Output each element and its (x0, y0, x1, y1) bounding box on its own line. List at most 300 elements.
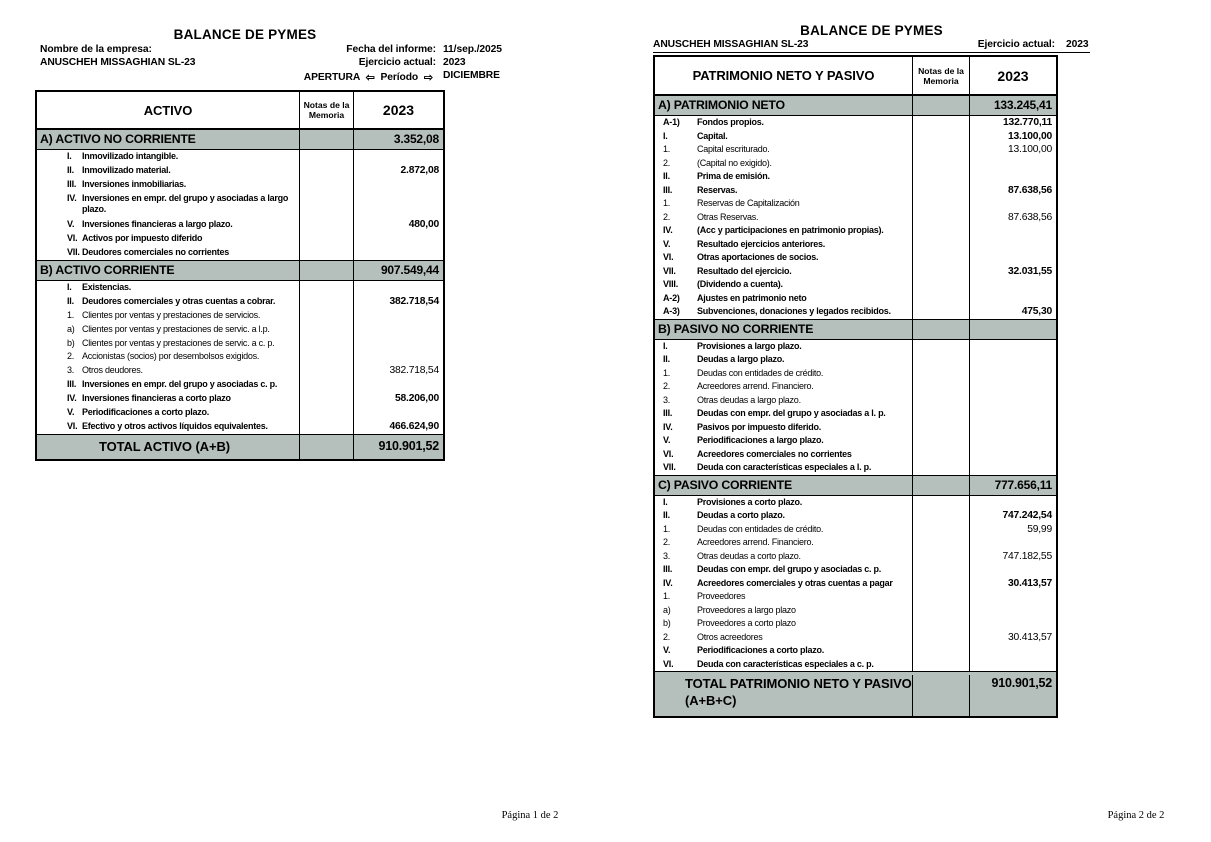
value-cell: 13.100,00 (1007, 144, 1052, 155)
notes-cell (299, 246, 354, 260)
arrow-left-icon: ⇦ (365, 71, 375, 84)
value-cell (970, 320, 1056, 339)
notes-cell (912, 421, 970, 435)
value-cell (970, 496, 1056, 510)
value-cell (354, 337, 443, 351)
value-cell (970, 394, 1056, 408)
row-label: Inversiones financieras a corto plazo (82, 393, 231, 404)
notes-cell (299, 392, 354, 406)
value-cell: 32.031,55 (1007, 265, 1052, 277)
report-date-label: Fecha del informe: (346, 44, 436, 55)
row-label: Deudas con empr. del grupo y asociadas c. p. (697, 564, 882, 574)
row-number: I. (67, 151, 72, 161)
item-row (655, 644, 1056, 658)
row-label: Periodificaciones a corto plazo. (82, 406, 210, 417)
row-label: Subvenciones, donaciones y legados recibidos. (697, 306, 891, 316)
value-cell (970, 604, 1056, 618)
item-row (655, 461, 1056, 475)
notes-cell (299, 232, 354, 246)
value-cell (354, 232, 443, 246)
row-label: Deudores comerciales y otras cuentas a cobrar. (82, 295, 276, 306)
value-cell: 466.624,90 (389, 420, 439, 432)
notes-cell (912, 448, 970, 462)
item-row (37, 246, 443, 260)
item-row (655, 658, 1056, 672)
value-cell (970, 157, 1056, 171)
item-row (655, 590, 1056, 604)
row-label: Deuda con características especiales a l. p. (697, 462, 872, 472)
row-label: Clientes por ventas y prestaciones de servic. a c. p. (82, 337, 275, 348)
notes-cell (912, 523, 970, 537)
notes-cell (912, 658, 970, 672)
notes-cell (912, 476, 970, 495)
row-number: V. (663, 238, 671, 249)
value-cell (970, 658, 1056, 672)
row-label: Acreedores arrend. Financiero. (697, 381, 814, 391)
notes-cell (912, 407, 970, 421)
notes-cell (912, 394, 970, 408)
notes-cell (912, 197, 970, 211)
row-label: Deudas a corto plazo. (697, 510, 785, 520)
item-row (655, 536, 1056, 550)
item-row (655, 238, 1056, 252)
value-cell: 87.638,56 (1007, 184, 1052, 196)
item-row (37, 420, 443, 434)
notes-cell (912, 367, 970, 381)
item-row (37, 378, 443, 392)
notes-cell (299, 435, 354, 459)
column-header-notes: Notas de la Memoria (299, 92, 354, 128)
notes-cell (912, 224, 970, 238)
item-row (655, 550, 1056, 564)
item-row (37, 323, 443, 337)
total-row (655, 671, 1056, 716)
item-row (655, 523, 1056, 537)
row-label: Provisiones a largo plazo. (697, 340, 802, 351)
row-number: V. (663, 435, 671, 445)
value-cell (354, 150, 443, 164)
notes-cell (912, 292, 970, 306)
value-cell (354, 246, 443, 260)
row-label: Otras deudas a largo plazo. (697, 394, 801, 405)
row-label: (Capital no exigido). (697, 157, 772, 168)
row-label: Pasivos por impuesto diferido. (697, 421, 822, 432)
item-row (37, 192, 443, 219)
row-number: III. (663, 408, 673, 418)
row-number: III. (663, 184, 673, 195)
row-label: Otras aportaciones de socios. (697, 252, 819, 262)
value-cell: 30.413,57 (1007, 631, 1052, 643)
notes-cell (912, 536, 970, 550)
notes-cell (912, 340, 970, 354)
row-number: 1. (663, 591, 671, 601)
item-row (655, 278, 1056, 292)
row-number: 2. (67, 351, 75, 362)
value-cell: 777.656,11 (994, 477, 1052, 492)
notes-cell (912, 305, 970, 319)
row-number: IV. (663, 225, 673, 235)
row-number: a) (67, 323, 75, 334)
row-number: IV. (67, 393, 77, 404)
row-number: V. (67, 219, 75, 230)
item-row (655, 577, 1056, 591)
notes-cell (912, 675, 970, 716)
value-cell (970, 170, 1056, 184)
notes-cell (299, 178, 354, 192)
row-label: Acreedores arrend. Financiero. (697, 537, 814, 547)
value-cell (970, 251, 1056, 265)
value-cell (970, 407, 1056, 421)
item-row (37, 350, 443, 364)
notes-cell (912, 143, 970, 157)
value-cell: 58.206,00 (394, 393, 439, 405)
row-label: (Acc y participaciones en patrimonio propias). (697, 225, 884, 235)
value-cell: 3.352,08 (393, 132, 439, 146)
row-number: VI. (663, 658, 674, 669)
row-label: TOTAL ACTIVO (A+B) (99, 438, 230, 454)
row-label: Deudas con entidades de crédito. (697, 367, 824, 378)
patrimonio-pasivo-table (653, 55, 1058, 718)
period-start: APERTURA (303, 72, 360, 83)
notes-cell (912, 320, 970, 339)
row-label: Deudas a largo plazo. (697, 354, 785, 364)
value-cell (970, 380, 1056, 394)
notes-cell (912, 380, 970, 394)
item-row (655, 394, 1056, 408)
row-label: Inmovilizado material. (82, 164, 171, 175)
item-row (655, 563, 1056, 577)
row-number: IV. (67, 192, 77, 203)
row-label: Deudores comerciales no corrientes (82, 247, 230, 258)
page-title: BALANCE DE PYMES (800, 23, 943, 38)
value-cell (354, 192, 443, 219)
value-cell (354, 350, 443, 364)
row-number: A-2) (663, 292, 680, 303)
notes-cell (912, 434, 970, 448)
notes-cell (299, 150, 354, 164)
value-cell: 910.901,52 (991, 676, 1052, 690)
value-cell: 2.872,08 (400, 164, 439, 176)
item-row (655, 265, 1056, 279)
row-number: I. (67, 281, 72, 292)
row-label: Clientes por ventas y prestaciones de servic. a l.p. (82, 323, 270, 334)
section-row (37, 260, 443, 281)
value-cell: 475,30 (1021, 306, 1052, 317)
row-number: IV. (663, 577, 673, 588)
company-name: ANUSCHEH MISSAGHIAN SL-23 (653, 39, 809, 50)
row-number: 1. (663, 523, 671, 534)
period-end: DICIEMBRE (443, 70, 500, 81)
item-row (655, 211, 1056, 225)
row-label: Clientes por ventas y prestaciones de servicios. (82, 309, 261, 320)
row-number: 3. (67, 365, 75, 376)
item-row (655, 251, 1056, 265)
value-cell: 910.901,52 (378, 438, 439, 453)
section-row (37, 129, 443, 150)
notes-cell (299, 323, 354, 337)
row-label: Reservas. (697, 184, 738, 195)
activo-table (35, 90, 445, 461)
row-number: VI. (67, 420, 78, 431)
row-number: 2. (663, 381, 671, 391)
row-label: Acreedores comerciales y otras cuentas a pagar (697, 577, 893, 588)
notes-cell (299, 164, 354, 178)
value-cell: 382.718,54 (389, 365, 439, 377)
row-number: 2. (663, 211, 671, 222)
value-cell (970, 278, 1056, 292)
value-cell (354, 323, 443, 337)
arrow-right-icon: ⇨ (423, 71, 433, 84)
value-cell (970, 448, 1056, 462)
row-number: V. (67, 406, 75, 417)
notes-cell (912, 170, 970, 184)
row-number: 3. (663, 394, 671, 405)
header-underline (653, 52, 1090, 53)
value-cell (354, 178, 443, 192)
notes-cell (299, 281, 354, 295)
row-label: Provisiones a corto plazo. (697, 496, 803, 507)
row-label: Prima de emisión. (697, 171, 770, 181)
notes-cell (912, 604, 970, 618)
total-row (37, 434, 443, 459)
row-number: 2. (663, 631, 671, 642)
table-header-row (37, 92, 443, 129)
row-label: Activos por impuesto diferido (82, 233, 203, 244)
row-number: b) (67, 337, 75, 348)
row-number: IV. (663, 421, 673, 432)
value-cell: 747.182,55 (1002, 550, 1052, 562)
item-row (655, 434, 1056, 448)
page-footer: Página 1 de 2 (501, 810, 559, 821)
item-row (37, 150, 443, 164)
row-label: Proveedores a largo plazo (697, 604, 796, 615)
row-number: b) (663, 618, 671, 628)
row-number: 1. (67, 309, 75, 320)
row-label: Deudas con empr. del grupo y asociadas a l. p. (697, 408, 886, 418)
value-cell (970, 238, 1056, 252)
row-label: Inversiones inmobiliarias. (82, 178, 187, 189)
notes-cell (912, 590, 970, 604)
notes-cell (912, 577, 970, 591)
row-label: Resultado ejercicios anteriores. (697, 238, 826, 249)
column-header-year: 2023 (997, 67, 1029, 84)
row-number: A-1) (663, 117, 680, 127)
row-number: I. (663, 340, 668, 351)
item-row (655, 224, 1056, 238)
row-number: A-3) (663, 306, 680, 316)
item-row (655, 143, 1056, 157)
row-label: Otros acreedores (697, 631, 763, 642)
row-label: A) PATRIMONIO NETO (658, 98, 785, 112)
row-label: Periodificaciones a corto plazo. (697, 645, 825, 655)
notes-cell (912, 184, 970, 198)
section-row (655, 95, 1056, 116)
value-cell (970, 461, 1056, 475)
row-number: II. (67, 295, 74, 306)
item-row (37, 178, 443, 192)
row-label: Inversiones en empr. del grupo y asociadas c. p. (82, 379, 278, 390)
row-label: Inmovilizado intangible. (82, 151, 179, 161)
row-label: Inversiones financieras a largo plazo. (82, 219, 233, 230)
value-cell: 382.718,54 (389, 295, 439, 307)
notes-cell (912, 157, 970, 171)
row-label: B) PASIVO NO CORRIENTE (658, 321, 814, 336)
notes-cell (912, 130, 970, 144)
fiscal-year-label: Ejercicio actual: (977, 39, 1055, 50)
row-label: Periodificaciones a largo plazo. (697, 435, 824, 445)
item-row (655, 157, 1056, 171)
notes-cell (912, 509, 970, 523)
row-label: Reservas de Capitalización (697, 198, 800, 208)
value-cell (970, 197, 1056, 211)
item-row (37, 309, 443, 323)
notes-cell (912, 238, 970, 252)
value-cell: 59,99 (1027, 523, 1052, 535)
value-cell (970, 563, 1056, 577)
row-number: I. (663, 496, 668, 507)
item-row (655, 421, 1056, 435)
row-label: B) ACTIVO CORRIENTE (40, 262, 175, 277)
notes-cell (912, 211, 970, 225)
row-label: Existencias. (82, 281, 132, 292)
item-row (655, 353, 1056, 367)
value-cell: 747.242,54 (1002, 510, 1052, 521)
item-row (655, 116, 1056, 130)
row-number: 1. (663, 144, 671, 154)
item-row (37, 406, 443, 420)
row-number: 1. (663, 367, 671, 378)
row-label: C) PASIVO CORRIENTE (658, 477, 792, 492)
notes-cell (299, 261, 354, 280)
item-row (37, 281, 443, 295)
item-row (655, 617, 1056, 631)
row-number: III. (663, 564, 673, 574)
item-row (37, 392, 443, 406)
row-number: 2. (663, 537, 671, 547)
value-cell (970, 617, 1056, 631)
row-label: Deudas con entidades de crédito. (697, 523, 824, 534)
notes-cell (299, 192, 354, 219)
item-row (655, 367, 1056, 381)
item-row (655, 305, 1056, 319)
row-number: 3. (663, 550, 671, 561)
row-number: VI. (663, 448, 674, 459)
item-row (37, 364, 443, 378)
fiscal-year-value: 2023 (1066, 39, 1089, 50)
row-label: Ajustes en patrimonio neto (697, 292, 807, 303)
row-number: VI. (67, 233, 78, 244)
fiscal-year-label: Ejercicio actual: (358, 57, 436, 68)
row-number: I. (663, 130, 668, 141)
column-header-notes: Notas de la Memoria (912, 57, 970, 94)
section-row (655, 475, 1056, 496)
table-header-row (655, 57, 1056, 95)
row-label: (Dividendo a cuenta). (697, 279, 783, 289)
notes-cell (912, 251, 970, 265)
item-row (655, 509, 1056, 523)
item-row (37, 295, 443, 309)
value-cell (970, 292, 1056, 306)
notes-cell (299, 295, 354, 309)
page-footer: Página 2 de 2 (1107, 810, 1165, 821)
notes-cell (912, 353, 970, 367)
value-cell: 30.413,57 (1007, 577, 1052, 589)
page-title: BALANCE DE PYMES (173, 27, 317, 42)
item-row (655, 170, 1056, 184)
notes-cell (299, 420, 354, 434)
row-number: VII. (663, 265, 676, 276)
value-cell: 132.770,11 (1003, 117, 1052, 128)
row-label: Fondos propios. (697, 117, 764, 127)
notes-cell (912, 278, 970, 292)
row-label: Deuda con características especiales a c. p. (697, 658, 874, 669)
notes-cell (912, 617, 970, 631)
notes-cell (912, 265, 970, 279)
value-cell (970, 536, 1056, 550)
item-row (655, 496, 1056, 510)
column-header-year: 2023 (382, 102, 415, 118)
item-row (655, 407, 1056, 421)
value-cell (354, 406, 443, 420)
row-label: Accionistas (socios) por desembolsos exigidos. (82, 351, 260, 362)
row-number: III. (67, 178, 77, 189)
row-number: VI. (663, 252, 674, 262)
company-name-label: Nombre de la empresa: (40, 44, 152, 55)
notes-cell (912, 563, 970, 577)
notes-cell (912, 550, 970, 564)
row-label: Proveedores a corto plazo (697, 618, 796, 628)
notes-cell (912, 644, 970, 658)
item-row (37, 232, 443, 246)
company-name: ANUSCHEH MISSAGHIAN SL-23 (40, 57, 196, 68)
notes-cell (912, 116, 970, 130)
item-row (37, 164, 443, 178)
row-label: Inversiones en empr. del grupo y asociadas a largo plazo. (82, 192, 289, 215)
value-cell (970, 340, 1056, 354)
period-range (200, 70, 436, 83)
item-row (655, 130, 1056, 144)
row-number: III. (67, 379, 77, 390)
notes-cell (299, 364, 354, 378)
item-row (37, 218, 443, 232)
row-label: Capital escriturado. (697, 144, 770, 154)
item-row (655, 380, 1056, 394)
value-cell (354, 309, 443, 323)
row-number: V. (663, 645, 671, 655)
value-cell (970, 353, 1056, 367)
row-label: Resultado del ejercicio. (697, 265, 792, 276)
item-row (655, 340, 1056, 354)
notes-cell (299, 337, 354, 351)
row-label: Efectivo y otros activos líquidos equivalentes. (82, 420, 268, 431)
value-cell (970, 367, 1056, 381)
row-label: Acreedores comerciales no corrientes (697, 448, 852, 459)
report-date-value: 11/sep./2025 (443, 44, 502, 55)
row-number: VII. (67, 247, 80, 258)
notes-cell (912, 461, 970, 475)
notes-cell (299, 218, 354, 232)
section-row (655, 319, 1056, 340)
notes-cell (299, 309, 354, 323)
item-row (655, 184, 1056, 198)
row-number: VIII. (663, 279, 679, 289)
notes-cell (912, 496, 970, 510)
value-cell (970, 644, 1056, 658)
row-number: II. (663, 171, 670, 181)
column-header-name: PATRIMONIO NETO Y PASIVO (692, 68, 875, 83)
value-cell (354, 281, 443, 295)
value-cell: 13.100,00 (1007, 130, 1052, 142)
